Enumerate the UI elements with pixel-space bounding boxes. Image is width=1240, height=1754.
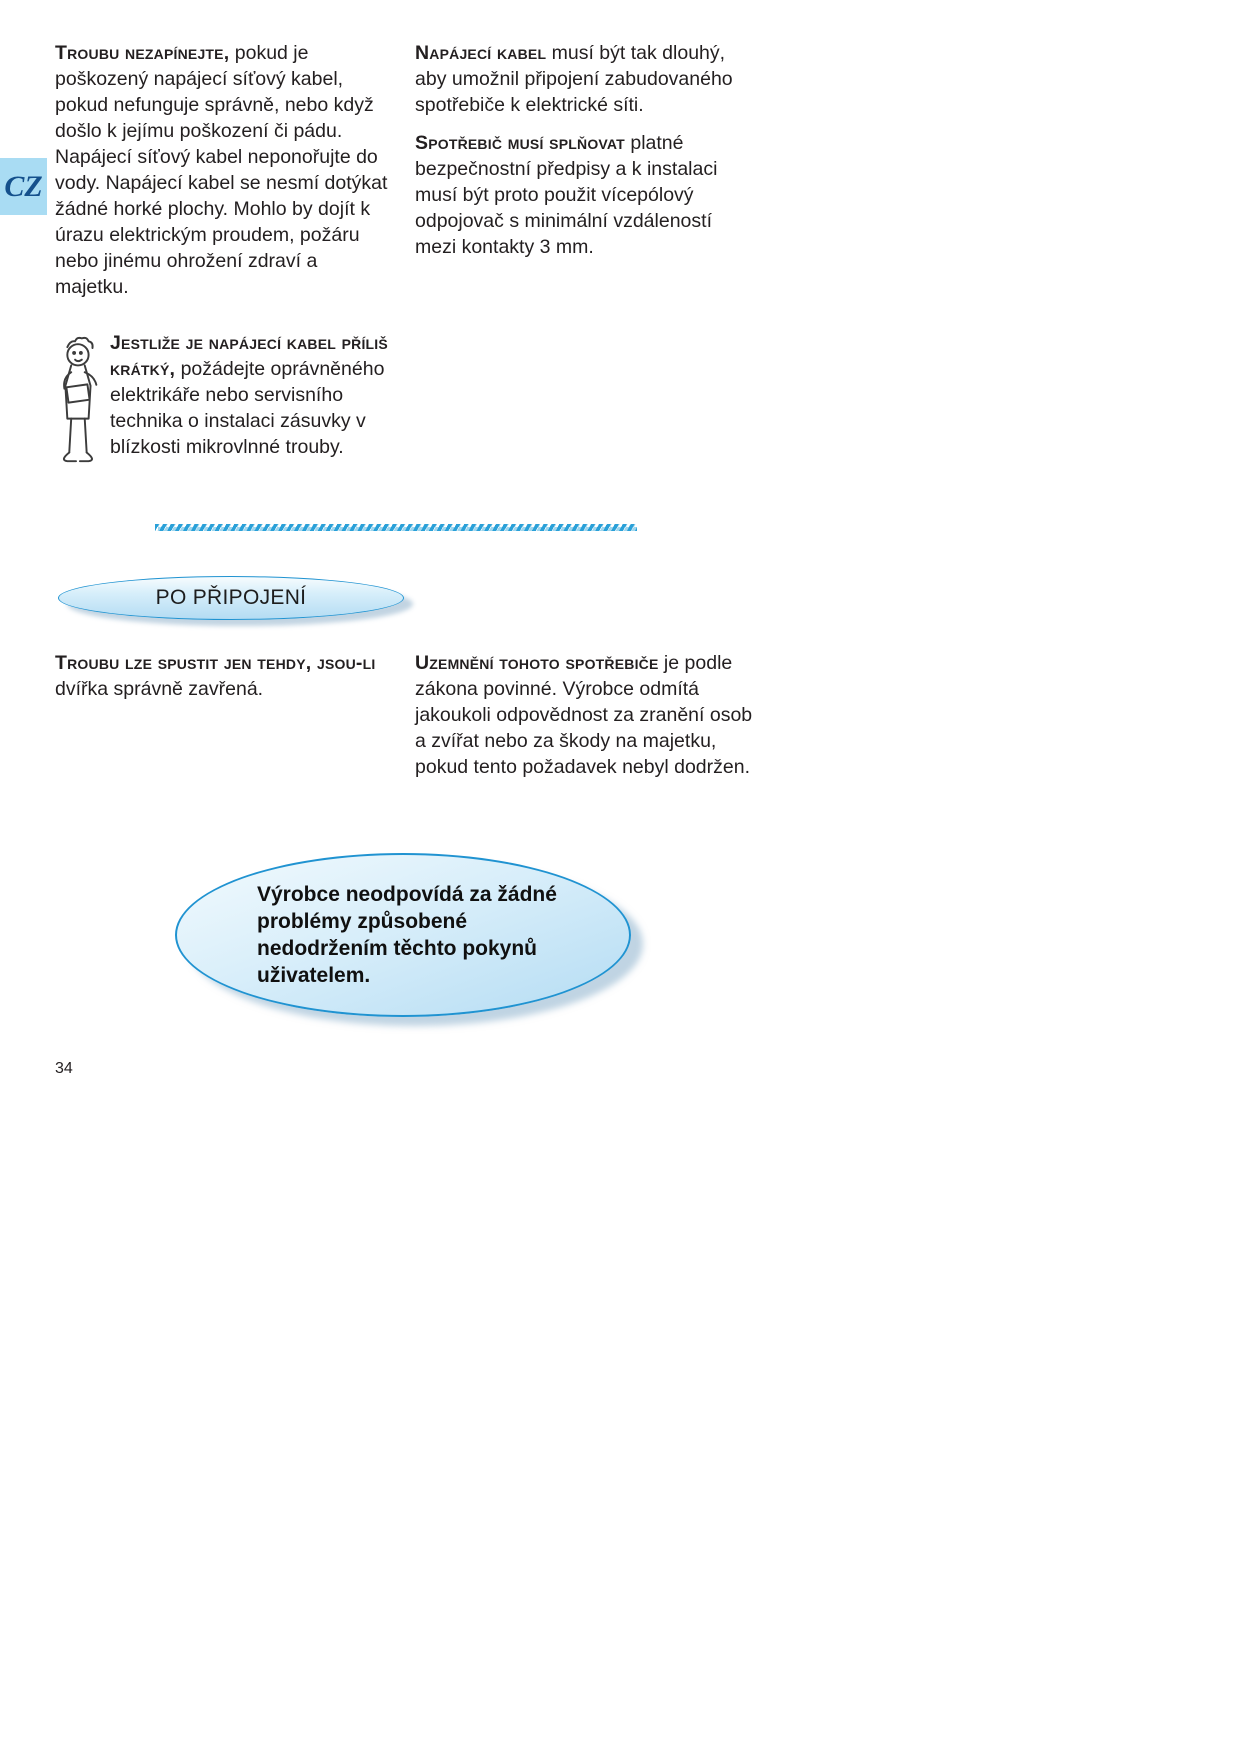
short-cable-note-text [106,330,400,472]
paragraph-power-cable [415,40,753,118]
paragraph-grounding [415,650,753,780]
disclaimer-text: Výrobce neodpovídá za žádné problémy způsobené nedodržením těchto pokynů uživatelem. [257,883,557,987]
column-bottom-right [415,650,753,792]
short-cable-note [48,330,400,487]
paragraph-regulations [415,130,753,260]
column-bottom-left [55,650,395,714]
column-top-left [55,40,395,312]
paragraph-body: pokud je poškozený napájecí síťový kabel, pokud nefunguje správně, nebo když došlo k jejímu poškození či pádu. Napájecí síťový kabel neponořujte do vody. Napájecí kabel se nesmí dotýkat žádné horké plochy. Mohlo by dojít k úrazu elektrickým proudem, požáru nebo jinému ohrožení zdraví a majetku. [55,42,388,298]
column-top-right [415,40,753,272]
paragraph-body: požádejte oprávněného elektrikáře nebo servisního technika o instalaci zásuvky v blízkosti mikrovlnné trouby. [110,358,385,458]
electrician-icon [48,334,106,487]
paragraph-lead: Spotřebič musí splňovat [415,132,625,154]
paragraph-short-cable [110,330,400,460]
disclaimer-bubble [175,853,631,1017]
paragraph-lead: Troubu nezapínejte, [55,42,230,64]
paragraph-lead: Napájecí kabel [415,42,547,64]
paragraph-body: musí být tak dlouhý, aby umožnil připojení zabudovaného spotřebiče k elektrické síti. [415,42,733,116]
decorative-divider [155,524,637,531]
language-tab-label: CZ [4,169,43,203]
paragraph-body: dvířka správně zavřená. [55,678,264,700]
paragraph-lead: Troubu lze spustit jen tehdy, jsou-li [55,652,376,674]
paragraph-door-closed [55,650,395,702]
paragraph-do-not-operate [55,40,395,300]
section-heading-label: PO PŘIPOJENÍ [155,586,307,609]
paragraph-body: platné bezpečnostní předpisy a k instalaci musí být proto použit vícepólový odpojovač s minimální vzdáleností mezi kontakty 3 mm. [415,132,718,258]
paragraph-lead: Uzemnění tohoto spotřebiče [415,652,659,674]
language-tab-cz [0,158,47,215]
section-heading-after-connection [58,576,404,620]
paragraph-lead: Jestliže je napájecí kabel příliš krátký, [110,332,388,380]
paragraph-body: je podle zákona povinné. Výrobce odmítá jakoukoli odpovědnost za zranění osob a zvířat nebo za škody na majetku, pokud tento požadavek nebyl dodržen. [415,652,753,778]
page-number: 34 [55,1060,73,1077]
